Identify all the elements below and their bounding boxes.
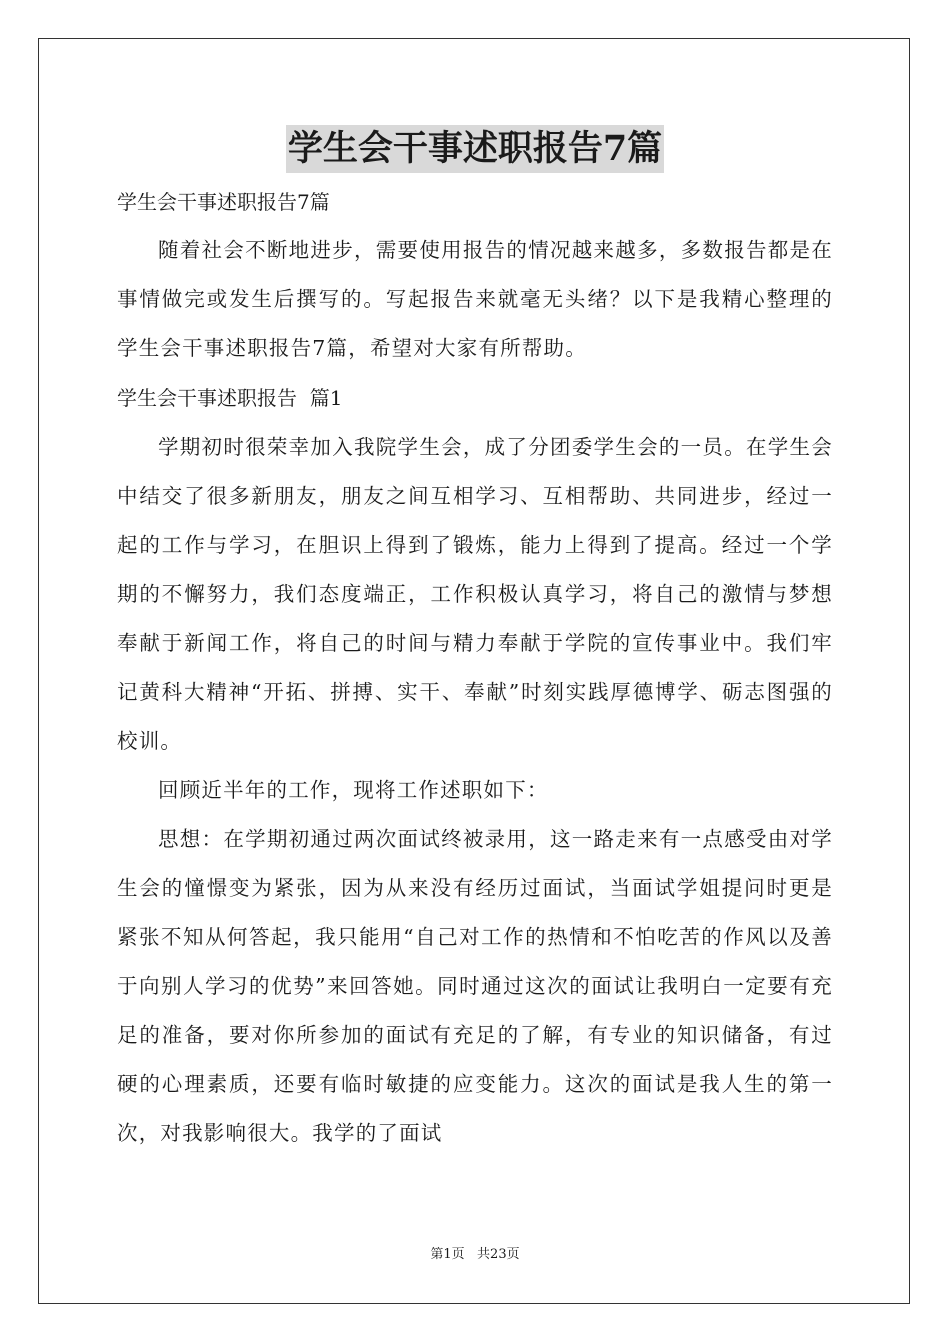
body-paragraph-1: 学期初时很荣幸加入我院学生会，成了分团委学生会的一员。在学生会中结交了很多新朋友，朋友之间互相学习、互相帮助、共同进步，经过一起的工作与学习，在胆识上得到了锻炼，能力上得到了提高。经过一个学期的不懈努力，我们态度端正，工作积极认真学习，将自己的激情与梦想奉献于新闻工作，将自己的时间与精力奉献于学院的宣传事业中。我们牢记黄科大精神“开拓、拼搏、实干、奉献”时刻实践厚德博学、砺志图强的校训。 <box>117 435 833 753</box>
section-heading: 学生会干事述职报告 篇1 <box>117 386 343 410</box>
body-paragraph-2: 回顾近半年的工作，现将工作述职如下： <box>158 778 549 802</box>
document-subtitle: 学生会干事述职报告7篇 <box>117 190 330 214</box>
title-wrap <box>0 125 950 173</box>
document-title: 学生会干事述职报告7篇 <box>286 125 664 173</box>
intro-paragraph: 随着社会不断地进步，需要使用报告的情况越来越多，多数报告都是在事情做完或发生后撰写的。写起报告来就毫无头绪？以下是我精心整理的学生会干事述职报告7篇，希望对大家有所帮助。 <box>117 238 833 360</box>
page-footer: 第1页 共23页 <box>430 1247 520 1262</box>
body-paragraph-3: 思想：在学期初通过两次面试终被录用，这一路走来有一点感受由对学生会的憧憬变为紧张，因为从来没有经历过面试，当面试学姐提问时更是紧张不知从何答起，我只能用“自己对工作的热情和不怕吃苦的作风以及善于向别人学习的优势”来回答她。同时通过这次的面试让我明白一定要有充足的准备，要对你所参加的面试有充足的了解，有专业的知识储备，有过硬的心理素质，还要有临时敏捷的应变能力。这次的面试是我人生的第一次，对我影响很大。我学的了面试 <box>117 827 833 1145</box>
document-body <box>117 178 833 1158</box>
